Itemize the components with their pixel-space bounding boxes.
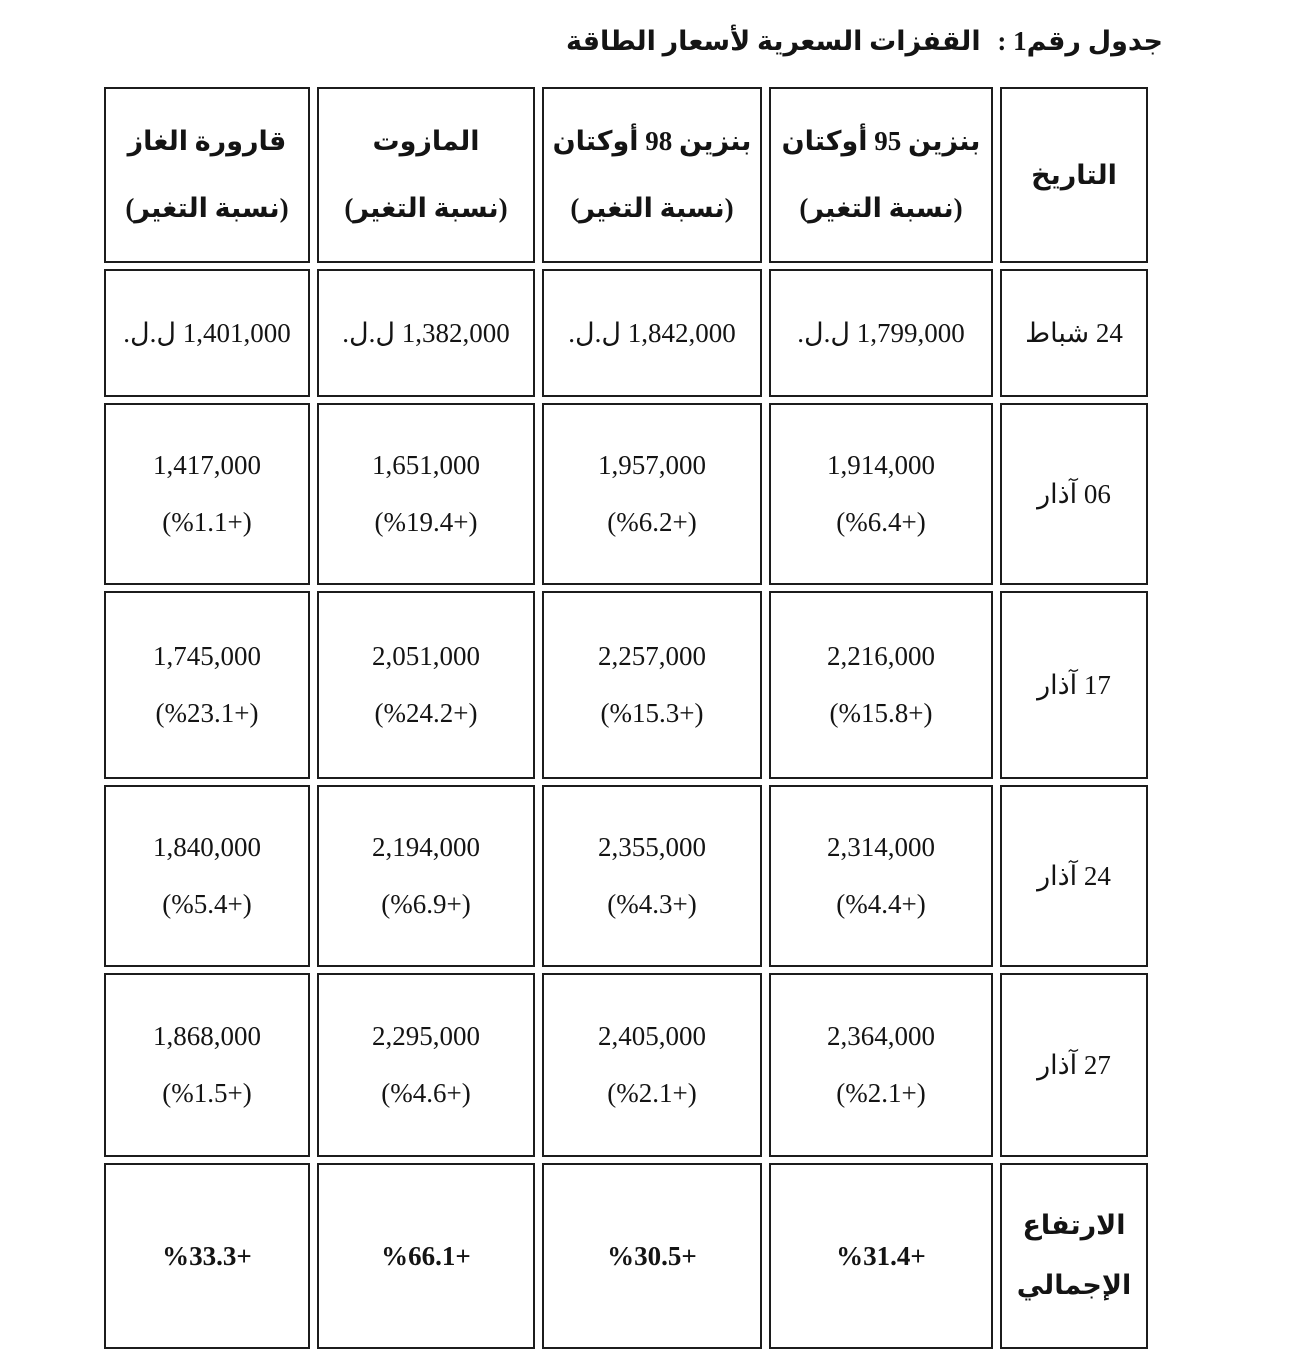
total-cell xyxy=(542,1163,762,1349)
header-gas-bottle-label: قارورة الغاز xyxy=(127,126,287,156)
price-cell xyxy=(769,403,993,585)
total-label-line1: الارتفاع xyxy=(1022,1210,1126,1241)
change-percent: (%1.1+) xyxy=(162,507,252,537)
document-title xyxy=(0,0,1290,57)
price-cell xyxy=(104,973,310,1157)
price-cell xyxy=(104,403,310,585)
change-percent: (%6.9+) xyxy=(381,889,471,919)
header-row xyxy=(104,87,1148,263)
price-value: 2,355,000 xyxy=(598,832,706,862)
price-value: 2,364,000 xyxy=(827,1021,935,1051)
price-value: 2,405,000 xyxy=(598,1021,706,1051)
change-percent: (%15.3+) xyxy=(600,698,704,728)
price-cell xyxy=(317,973,535,1157)
date-value: 27 آذار xyxy=(1037,1049,1111,1080)
change-percent: (%4.6+) xyxy=(381,1078,471,1108)
price-value: 1,842,000 ل.ل. xyxy=(568,317,736,348)
total-label-cell xyxy=(1000,1163,1148,1349)
date-value: 24 آذار xyxy=(1037,860,1111,891)
price-cell xyxy=(769,269,993,397)
price-cell xyxy=(542,269,762,397)
price-cell xyxy=(317,403,535,585)
change-percent: (%15.8+) xyxy=(829,698,933,728)
date-value: 17 آذار xyxy=(1037,669,1111,700)
price-value: 2,194,000 xyxy=(372,832,480,862)
table-row xyxy=(104,591,1148,779)
change-percent: (%1.5+) xyxy=(162,1078,252,1108)
price-cell xyxy=(104,269,310,397)
table-row xyxy=(104,785,1148,967)
change-percent: (%6.4+) xyxy=(836,507,926,537)
price-value: 2,216,000 xyxy=(827,641,935,671)
header-date xyxy=(1000,87,1148,263)
total-percent: %31.4+ xyxy=(836,1240,926,1271)
total-cell xyxy=(317,1163,535,1349)
price-value: 1,840,000 xyxy=(153,832,261,862)
header-benzine-98-label: بنزين 98 أوكتان xyxy=(552,126,752,156)
date-cell xyxy=(1000,269,1148,397)
price-value: 1,417,000 xyxy=(153,450,261,480)
date-cell xyxy=(1000,785,1148,967)
header-gas-bottle xyxy=(104,87,310,263)
header-benzine-95-sub: (نسبة التغير) xyxy=(799,193,963,223)
table-number-label: جدول رقم1 : xyxy=(997,26,1163,56)
table-title-text: القفزات السعرية لأسعار الطاقة xyxy=(566,26,981,56)
total-percent: %66.1+ xyxy=(381,1240,471,1271)
date-cell xyxy=(1000,403,1148,585)
price-value: 1,957,000 xyxy=(598,450,706,480)
price-cell xyxy=(317,269,535,397)
total-cell xyxy=(104,1163,310,1349)
price-cell xyxy=(769,591,993,779)
price-value: 2,314,000 xyxy=(827,832,935,862)
price-value: 1,799,000 ل.ل. xyxy=(797,317,965,348)
price-cell xyxy=(542,785,762,967)
total-row xyxy=(104,1163,1148,1349)
header-benzine-98-sub: (نسبة التغير) xyxy=(570,193,734,223)
price-cell xyxy=(104,591,310,779)
price-value: 1,651,000 xyxy=(372,450,480,480)
price-cell xyxy=(317,785,535,967)
energy-prices-table xyxy=(97,81,1155,1355)
header-mazout-sub: (نسبة التغير) xyxy=(344,193,508,223)
price-cell xyxy=(769,785,993,967)
price-cell xyxy=(769,973,993,1157)
header-mazout xyxy=(317,87,535,263)
change-percent: (%6.2+) xyxy=(607,507,697,537)
date-value: 06 آذار xyxy=(1037,478,1111,509)
date-cell xyxy=(1000,973,1148,1157)
change-percent: (%2.1+) xyxy=(607,1078,697,1108)
change-percent: (%23.1+) xyxy=(155,698,259,728)
price-value: 1,382,000 ل.ل. xyxy=(342,317,510,348)
price-value: 1,745,000 xyxy=(153,641,261,671)
price-cell xyxy=(542,973,762,1157)
table-row xyxy=(104,403,1148,585)
header-gas-bottle-sub: (نسبة التغير) xyxy=(125,193,289,223)
total-percent: %33.3+ xyxy=(162,1240,252,1271)
price-value: 2,295,000 xyxy=(372,1021,480,1051)
price-value: 1,868,000 xyxy=(153,1021,261,1051)
total-label-line2: الإجمالي xyxy=(1016,1270,1132,1300)
date-cell xyxy=(1000,591,1148,779)
change-percent: (%5.4+) xyxy=(162,889,252,919)
header-date-label: التاريخ xyxy=(1031,159,1117,190)
total-percent: %30.5+ xyxy=(607,1240,697,1271)
header-benzine-98 xyxy=(542,87,762,263)
date-value: 24 شباط xyxy=(1025,317,1123,348)
price-cell xyxy=(317,591,535,779)
price-cell xyxy=(104,785,310,967)
change-percent: (%2.1+) xyxy=(836,1078,926,1108)
total-cell xyxy=(769,1163,993,1349)
table-row xyxy=(104,269,1148,397)
price-value: 2,051,000 xyxy=(372,641,480,671)
price-value: 2,257,000 xyxy=(598,641,706,671)
change-percent: (%19.4+) xyxy=(374,507,478,537)
header-benzine-95 xyxy=(769,87,993,263)
header-mazout-label: المازوت xyxy=(372,126,480,156)
price-value: 1,401,000 ل.ل. xyxy=(123,317,291,348)
price-value: 1,914,000 xyxy=(827,450,935,480)
change-percent: (%4.4+) xyxy=(836,889,926,919)
change-percent: (%4.3+) xyxy=(607,889,697,919)
price-cell xyxy=(542,591,762,779)
header-benzine-95-label: بنزين 95 أوكتان xyxy=(781,126,981,156)
change-percent: (%24.2+) xyxy=(374,698,478,728)
table-row xyxy=(104,973,1148,1157)
price-cell xyxy=(542,403,762,585)
